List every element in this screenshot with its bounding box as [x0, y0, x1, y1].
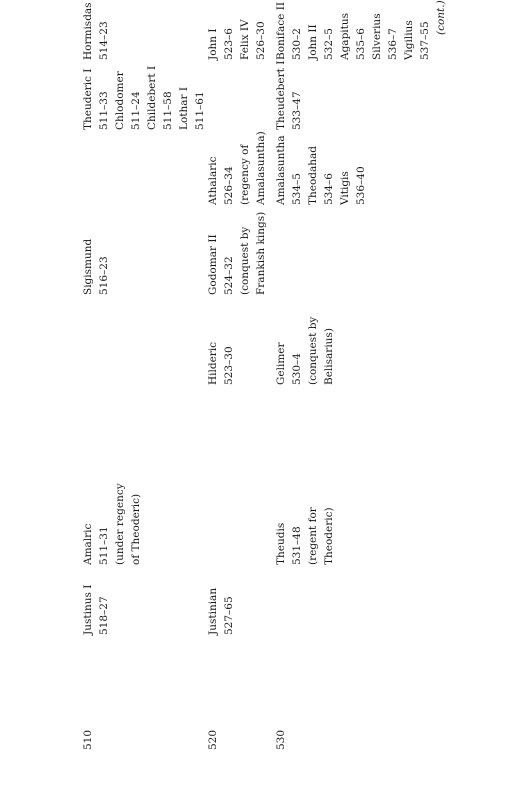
- cell-line: 526–30: [255, 21, 267, 60]
- cell-line: 531–48: [291, 526, 303, 565]
- cell-line: Theuderic I: [82, 68, 94, 130]
- cell-line: Theodahad: [307, 145, 319, 205]
- cell-line: Amalasuntha): [255, 131, 267, 205]
- cell-line: Godomar II: [207, 234, 219, 295]
- cell-line: Amalasuntha: [275, 135, 287, 205]
- cell-line: Felix IV: [239, 19, 251, 60]
- cell-line: (conquest by: [307, 316, 319, 385]
- cell-line: (regency of: [239, 144, 251, 205]
- year-label: 530: [275, 729, 287, 750]
- cell-line: 524–32: [223, 256, 235, 295]
- cell-line: Hilderic: [207, 341, 219, 385]
- cell-line: 511–33: [98, 91, 110, 130]
- cell-line: Justinus I: [82, 584, 94, 635]
- cell-line: Athalaric: [207, 156, 219, 205]
- cell-line: 535–6: [355, 28, 367, 60]
- cell-line: Agapitus: [339, 12, 351, 60]
- cell-line: (regent for: [307, 507, 319, 565]
- cell-line: Gelimer: [275, 342, 287, 385]
- table-cell: [80, 585, 112, 635]
- table-cell: [273, 0, 449, 60]
- table-cell: [80, 66, 208, 130]
- cell-line: 530–2: [291, 28, 303, 60]
- table-cell: [205, 588, 237, 635]
- cell-line: (conquest by: [239, 226, 251, 295]
- table-cell: [205, 131, 269, 205]
- cell-line: 533–47: [291, 91, 303, 130]
- cell-line: Justinian: [207, 587, 219, 635]
- cell-line: 534–6: [323, 173, 335, 205]
- cell-line: 534–5: [291, 173, 303, 205]
- table-cell: [80, 483, 144, 565]
- cell-line: 518–27: [98, 596, 110, 635]
- cell-line: 511–31: [98, 526, 110, 565]
- cell-line: Hormisdas: [82, 2, 94, 60]
- cell-line: Sigismund: [82, 238, 94, 295]
- cell-line: 526–34: [223, 166, 235, 205]
- table-cell: [205, 212, 269, 295]
- table-cell: [273, 317, 337, 385]
- cell-line: Belisarius): [323, 328, 335, 385]
- table-cell: [273, 507, 337, 565]
- cell-line: Theudebert I: [275, 60, 287, 130]
- cell-line: 527–65: [223, 596, 235, 635]
- cell-line: of Theoderic): [130, 493, 142, 565]
- year-label: 510: [82, 729, 94, 750]
- cell-line: Childebert I: [146, 65, 158, 130]
- table-cell: [273, 61, 305, 130]
- cell-line: Amalric: [82, 523, 94, 565]
- cell-line: 511–61: [194, 91, 206, 130]
- table-cell: [205, 19, 269, 60]
- cell-line: Frankish kings): [255, 211, 267, 295]
- cell-line: Chlodomer: [114, 71, 126, 130]
- cell-line: 530–4: [291, 353, 303, 385]
- cell-line: 536–40: [355, 166, 367, 205]
- cell-line: Silverius: [371, 13, 383, 60]
- cell-line: 537–55: [419, 21, 431, 60]
- cell-line: 514–23: [98, 21, 110, 60]
- cell-line: Theudis: [275, 522, 287, 565]
- cell-line: 523–30: [223, 346, 235, 385]
- continued-note: (cont.): [435, 0, 447, 35]
- table-cell: [205, 342, 237, 385]
- cell-line: 516–23: [98, 256, 110, 295]
- cell-line: Lothar I: [178, 86, 190, 130]
- cell-line: 511–58: [162, 91, 174, 130]
- table-cell: [273, 135, 369, 205]
- cell-line: 536–7: [387, 28, 399, 60]
- cell-line: (under regency: [114, 483, 126, 565]
- cell-line: John I: [207, 28, 219, 60]
- cell-line: 523–6: [223, 28, 235, 60]
- cell-line: 532–5: [323, 28, 335, 60]
- cell-line: Vigilius: [403, 20, 415, 60]
- cell-line: Theoderic): [323, 507, 335, 565]
- table-cell: [80, 239, 112, 295]
- cell-line: 511–24: [130, 91, 142, 130]
- cell-line: John II: [307, 24, 319, 60]
- cell-line: Vitigis: [339, 171, 351, 205]
- table-cell: [80, 2, 112, 60]
- cell-line: Boniface II: [275, 1, 287, 60]
- year-label: 520: [207, 729, 219, 750]
